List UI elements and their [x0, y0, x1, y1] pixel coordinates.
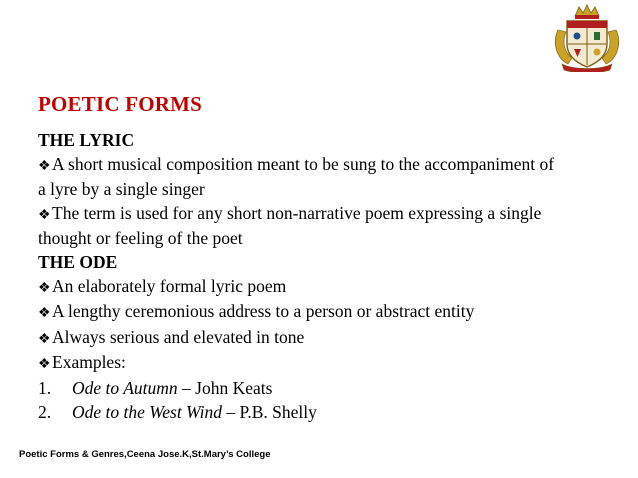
- list-item-text: A lengthy ceremonious address to a person or abstract entity: [52, 301, 475, 322]
- list-item: [38, 326, 623, 352]
- diamond-bullet-icon: ❖: [38, 331, 51, 347]
- section-heading-ode: THE ODE: [38, 251, 118, 272]
- example-work-title: Ode to Autumn: [72, 377, 178, 398]
- example-author: – John Keats: [177, 377, 273, 398]
- list-item: [38, 275, 623, 301]
- diamond-bullet-icon: ❖: [38, 158, 51, 174]
- list-item-text: An elaborately formal lyric poem: [52, 275, 287, 296]
- diamond-bullet-icon: ❖: [38, 306, 51, 322]
- list-item: [38, 300, 623, 326]
- college-crest-icon: [548, 2, 626, 72]
- example-work-title: Ode to the West Wind: [72, 401, 223, 422]
- slide-content: [38, 129, 623, 424]
- diamond-bullet-icon: ❖: [38, 357, 51, 373]
- list-item-continuation: a lyre by a single singer: [38, 179, 205, 200]
- example-item: [38, 401, 623, 425]
- slide-footer: Poetic Forms & Genres,Ceena Jose.K,St.Mary’s College: [19, 449, 271, 460]
- list-item: [38, 351, 623, 377]
- list-item-text: Examples:: [52, 352, 126, 373]
- slide-title: POETIC FORMS: [38, 92, 202, 116]
- list-item: [38, 153, 623, 179]
- section-heading-lyric: THE LYRIC: [38, 130, 135, 150]
- example-number: 1.: [38, 377, 52, 398]
- diamond-bullet-icon: ❖: [38, 280, 51, 296]
- list-item-text: A short musical composition meant to be sung to the accompaniment of: [52, 153, 555, 174]
- example-number: 2.: [38, 401, 52, 422]
- example-item: [38, 377, 623, 401]
- list-item-text: Always serious and elevated in tone: [52, 326, 305, 347]
- list-item-text: The term is used for any short non-narrative poem expressing a single: [52, 202, 542, 223]
- example-author: – P.B. Shelly: [222, 401, 317, 422]
- diamond-bullet-icon: ❖: [38, 207, 51, 223]
- list-item-continuation: thought or feeling of the poet: [38, 228, 243, 249]
- list-item: [38, 202, 623, 228]
